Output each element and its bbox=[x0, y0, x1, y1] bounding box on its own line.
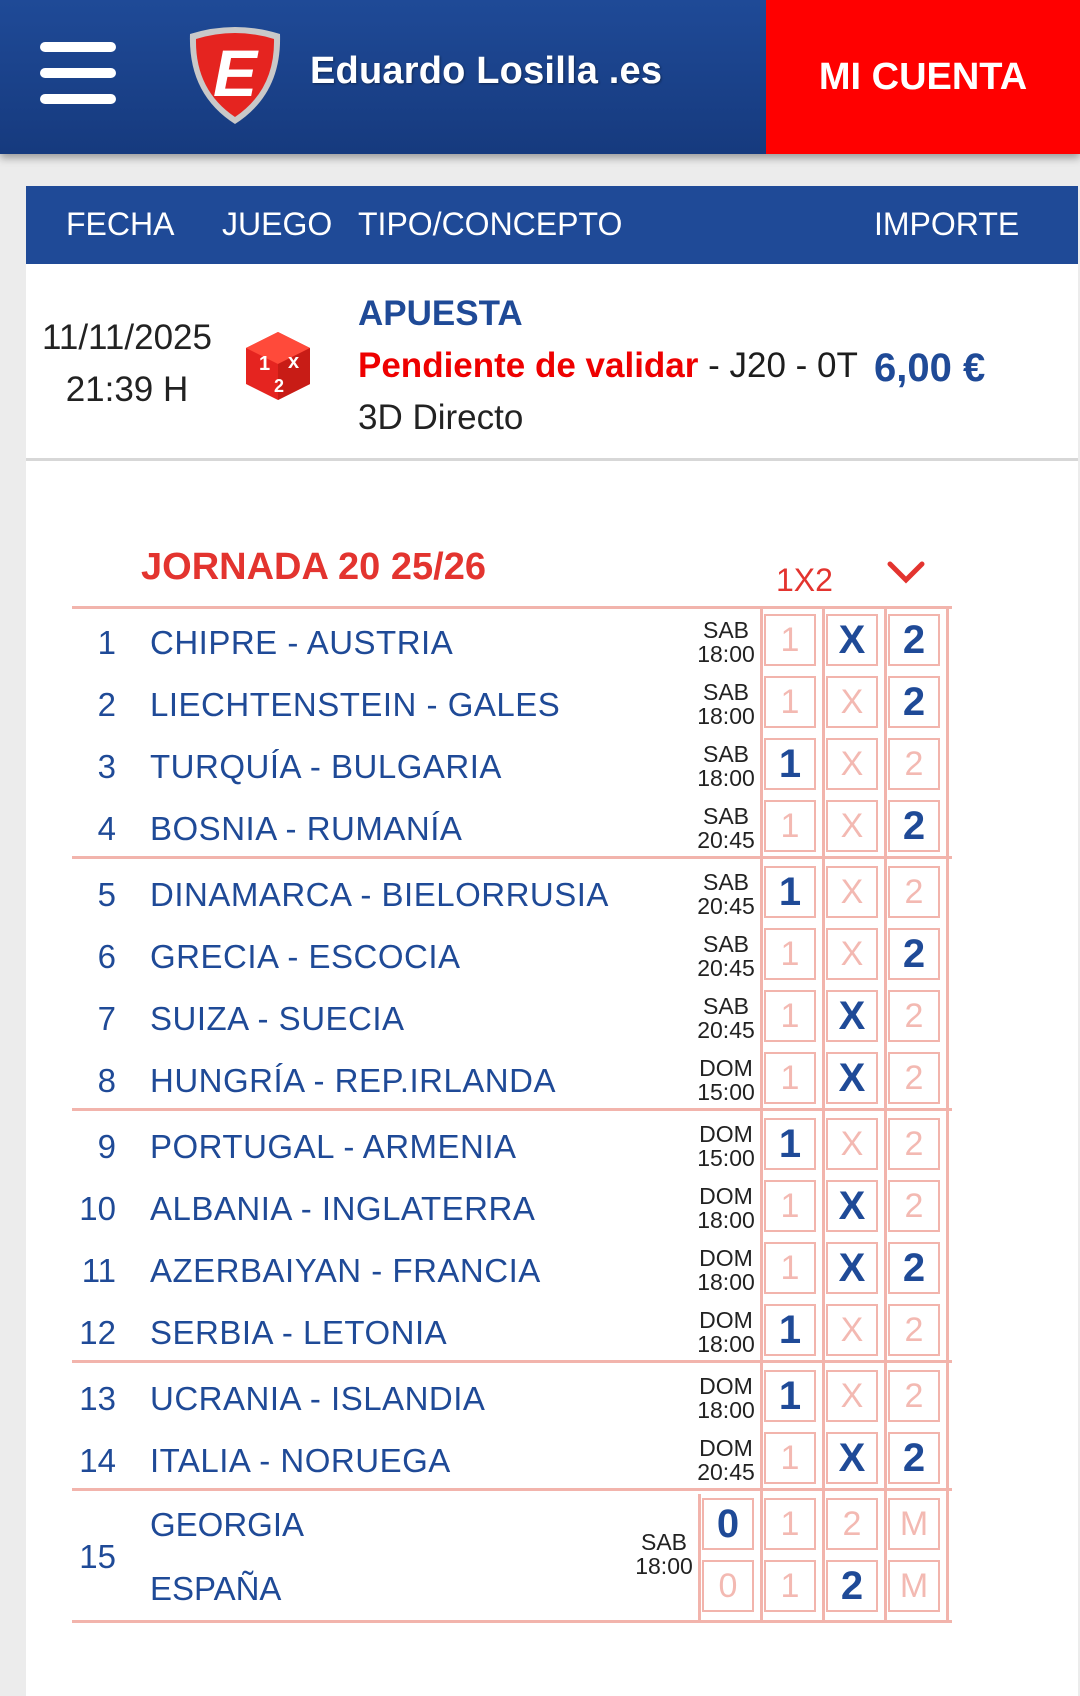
bet-type: APUESTA bbox=[358, 294, 523, 333]
sign-cell-2[interactable]: 2 bbox=[888, 928, 940, 980]
sign-cell-2[interactable]: 2 bbox=[888, 866, 940, 918]
match-teams: ITALIA - NORUEGA bbox=[150, 1442, 451, 1479]
sign-cell-1[interactable]: 1 bbox=[764, 738, 816, 790]
sign-cell-1[interactable]: 1 bbox=[764, 990, 816, 1042]
match-number: 10 bbox=[79, 1190, 116, 1227]
match-teams: GRECIA - ESCOCIA bbox=[150, 938, 461, 975]
pleno-cell-0[interactable]: 0 bbox=[702, 1560, 754, 1612]
sign-cell-X[interactable]: X bbox=[826, 1432, 878, 1484]
match-number: 15 bbox=[79, 1538, 116, 1575]
bet-amount: 6,00 € bbox=[874, 346, 986, 390]
sign-cell-X[interactable]: X bbox=[826, 1370, 878, 1422]
match-number: 3 bbox=[97, 748, 116, 785]
menu-icon[interactable] bbox=[40, 42, 116, 104]
match-time: 20:45 bbox=[697, 955, 755, 981]
match-teams: DINAMARCA - BIELORRUSIA bbox=[150, 876, 609, 913]
pleno-cell-0[interactable]: 0 bbox=[702, 1498, 754, 1550]
col-juego: JUEGO bbox=[222, 206, 333, 242]
grid-divider bbox=[72, 1620, 952, 1623]
sign-cell-1[interactable]: 1 bbox=[764, 1304, 816, 1356]
grid-column-line bbox=[822, 606, 825, 1622]
sign-cell-2[interactable]: 2 bbox=[888, 800, 940, 852]
match-row bbox=[72, 1048, 952, 1108]
pleno-cell-2[interactable]: 2 bbox=[826, 1560, 878, 1612]
match-day: DOM bbox=[699, 1055, 753, 1081]
sign-cell-1[interactable]: 1 bbox=[764, 1118, 816, 1170]
grid-divider bbox=[72, 1488, 952, 1491]
sign-cell-1[interactable]: 1 bbox=[764, 928, 816, 980]
match-teams: CHIPRE - AUSTRIA bbox=[150, 624, 454, 661]
sign-cell-X[interactable]: X bbox=[826, 800, 878, 852]
match-number: 5 bbox=[97, 876, 116, 913]
sign-cell-2[interactable]: 2 bbox=[888, 1242, 940, 1294]
sign-cell-X[interactable]: X bbox=[826, 1180, 878, 1232]
match-time: 20:45 bbox=[697, 827, 755, 853]
match-row bbox=[72, 1366, 952, 1426]
match-teams: HUNGRÍA - REP.IRLANDA bbox=[150, 1062, 556, 1099]
match-time: 18:00 bbox=[697, 641, 755, 667]
svg-text:2: 2 bbox=[274, 376, 285, 396]
pleno-cell-1[interactable]: 1 bbox=[764, 1560, 816, 1612]
sign-cell-2[interactable]: 2 bbox=[888, 1052, 940, 1104]
sign-cell-2[interactable]: 2 bbox=[888, 1118, 940, 1170]
col-importe: IMPORTE bbox=[874, 206, 1020, 242]
sign-cell-2[interactable]: 2 bbox=[888, 1180, 940, 1232]
pleno-row bbox=[72, 1494, 952, 1618]
match-row bbox=[72, 986, 952, 1046]
match-number: 9 bbox=[97, 1128, 116, 1165]
sign-cell-X[interactable]: X bbox=[826, 676, 878, 728]
pleno-away-team: ESPAÑA bbox=[150, 1570, 282, 1607]
match-number: 2 bbox=[97, 686, 116, 723]
match-number: 7 bbox=[97, 1000, 116, 1037]
match-number: 13 bbox=[79, 1380, 116, 1417]
sign-cell-2[interactable]: 2 bbox=[888, 1432, 940, 1484]
bet-datetime bbox=[42, 312, 212, 416]
match-time: 20:45 bbox=[697, 893, 755, 919]
bet-jornada-info: - J20 - 0T bbox=[698, 346, 858, 385]
sign-cell-2[interactable]: 2 bbox=[888, 614, 940, 666]
match-day: DOM bbox=[699, 1373, 753, 1399]
sign-cell-1[interactable]: 1 bbox=[764, 1370, 816, 1422]
sign-cell-1[interactable]: 1 bbox=[764, 1052, 816, 1104]
match-teams: UCRANIA - ISLANDIA bbox=[150, 1380, 486, 1417]
pleno-cell-M[interactable]: M bbox=[888, 1498, 940, 1550]
match-day: SAB bbox=[702, 617, 750, 643]
bet-subtype: 3D Directo bbox=[358, 398, 524, 437]
match-number: 14 bbox=[79, 1442, 116, 1479]
col-fecha: FECHA bbox=[66, 206, 175, 242]
match-teams: TURQUÍA - BULGARIA bbox=[150, 748, 502, 785]
match-number: 11 bbox=[81, 1252, 116, 1289]
match-row bbox=[72, 610, 952, 670]
pending-status: Pendiente de validar bbox=[358, 346, 699, 385]
quiniela-dice-icon bbox=[244, 330, 312, 402]
match-teams: PORTUGAL - ARMENIA bbox=[150, 1128, 517, 1165]
match-time: 15:00 bbox=[697, 1079, 755, 1105]
match-number: 6 bbox=[97, 938, 116, 975]
match-teams: SERBIA - LETONIA bbox=[150, 1314, 448, 1351]
match-teams: BOSNIA - RUMANÍA bbox=[150, 810, 463, 847]
jornada-title: JORNADA 20 25/26 bbox=[141, 546, 486, 588]
sign-cell-X[interactable]: X bbox=[826, 990, 878, 1042]
chevron-down-icon[interactable] bbox=[886, 560, 926, 586]
pleno-cell-2[interactable]: 2 bbox=[826, 1498, 878, 1550]
match-time: 20:45 bbox=[697, 1017, 755, 1043]
bet-date: 11/11/2025 bbox=[42, 318, 212, 357]
match-day: SAB bbox=[702, 993, 750, 1019]
sign-cell-2[interactable]: 2 bbox=[888, 738, 940, 790]
match-row bbox=[72, 1176, 952, 1236]
grid-divider bbox=[72, 856, 952, 859]
grid-divider bbox=[72, 1360, 952, 1363]
sign-cell-X[interactable]: X bbox=[826, 738, 878, 790]
grid-divider bbox=[72, 1108, 952, 1111]
match-row bbox=[72, 924, 952, 984]
match-row bbox=[72, 1428, 952, 1488]
brand-name[interactable]: Eduardo Losilla .es bbox=[310, 50, 663, 92]
my-account-button[interactable]: MI CUENTA bbox=[766, 0, 1080, 154]
sign-cell-1[interactable]: 1 bbox=[764, 866, 816, 918]
match-row bbox=[72, 862, 952, 922]
sign-cell-2[interactable]: 2 bbox=[888, 1304, 940, 1356]
match-row bbox=[72, 1238, 952, 1298]
bet-row[interactable] bbox=[26, 264, 1078, 461]
sign-cell-1[interactable]: 1 bbox=[764, 800, 816, 852]
sign-cell-X[interactable]: X bbox=[826, 614, 878, 666]
match-day: SAB bbox=[640, 1529, 688, 1555]
match-time: 18:00 bbox=[697, 1397, 755, 1423]
sign-cell-X[interactable]: X bbox=[826, 1118, 878, 1170]
sign-cell-1[interactable]: 1 bbox=[764, 1432, 816, 1484]
svg-text:1: 1 bbox=[259, 353, 271, 375]
svg-text:x: x bbox=[288, 351, 300, 373]
pleno-cell-1[interactable]: 1 bbox=[764, 1498, 816, 1550]
match-teams: SUIZA - SUECIA bbox=[150, 1000, 405, 1037]
match-row bbox=[72, 796, 952, 856]
match-day: DOM bbox=[699, 1307, 753, 1333]
sign-cell-X[interactable]: X bbox=[826, 1242, 878, 1294]
match-row bbox=[72, 1300, 952, 1360]
bet-time: 21:39 H bbox=[65, 370, 189, 409]
match-day: DOM bbox=[699, 1121, 753, 1147]
match-time: 15:00 bbox=[697, 1145, 755, 1171]
sign-cell-1[interactable]: 1 bbox=[764, 1242, 816, 1294]
sign-cell-2[interactable]: 2 bbox=[888, 1370, 940, 1422]
grid-divider bbox=[72, 606, 952, 609]
match-teams: AZERBAIYAN - FRANCIA bbox=[150, 1252, 541, 1289]
match-row bbox=[72, 1114, 952, 1174]
sign-cell-X[interactable]: X bbox=[826, 928, 878, 980]
match-time: 18:00 bbox=[697, 765, 755, 791]
sign-cell-X[interactable]: X bbox=[826, 1304, 878, 1356]
table-header bbox=[26, 186, 1078, 264]
sign-cell-1[interactable]: 1 bbox=[764, 614, 816, 666]
match-time: 18:00 bbox=[697, 703, 755, 729]
match-row bbox=[72, 672, 952, 732]
sign-cell-X[interactable]: X bbox=[826, 866, 878, 918]
bet-mode-label: 1X2 bbox=[776, 562, 833, 598]
match-teams: LIECHTENSTEIN - GALES bbox=[150, 686, 561, 723]
sign-cell-2[interactable]: 2 bbox=[888, 990, 940, 1042]
match-time: 18:00 bbox=[697, 1207, 755, 1233]
match-day: SAB bbox=[702, 869, 750, 895]
match-row bbox=[72, 734, 952, 794]
pleno-home-team: GEORGIA bbox=[150, 1506, 305, 1543]
match-time: 18:00 bbox=[635, 1553, 693, 1579]
match-time: 18:00 bbox=[697, 1331, 755, 1357]
bet-status bbox=[358, 346, 858, 386]
match-day: DOM bbox=[699, 1245, 753, 1271]
pleno-cell-M[interactable]: M bbox=[888, 1560, 940, 1612]
quiniela-grid bbox=[72, 606, 952, 1616]
grid-column-line bbox=[760, 606, 763, 1622]
match-time: 20:45 bbox=[697, 1459, 755, 1485]
match-number: 1 bbox=[97, 624, 116, 661]
match-time: 18:00 bbox=[697, 1269, 755, 1295]
match-number: 4 bbox=[97, 810, 116, 847]
match-day: DOM bbox=[699, 1183, 753, 1209]
match-day: SAB bbox=[702, 931, 750, 957]
match-teams: ALBANIA - INGLATERRA bbox=[150, 1190, 536, 1227]
match-day: SAB bbox=[702, 679, 750, 705]
sign-cell-2[interactable]: 2 bbox=[888, 676, 940, 728]
sign-cell-1[interactable]: 1 bbox=[764, 676, 816, 728]
grid-column-line bbox=[884, 606, 887, 1622]
grid-column-line bbox=[698, 1494, 701, 1620]
match-day: DOM bbox=[699, 1435, 753, 1461]
match-number: 12 bbox=[79, 1314, 116, 1351]
grid-column-line bbox=[946, 606, 949, 1622]
logo-letter: E bbox=[212, 36, 258, 110]
match-day: SAB bbox=[702, 741, 750, 767]
brand-logo-icon[interactable] bbox=[182, 24, 288, 128]
top-bar bbox=[0, 0, 1080, 154]
match-day: SAB bbox=[702, 803, 750, 829]
col-tipo: TIPO/CONCEPTO bbox=[358, 206, 623, 242]
sign-cell-X[interactable]: X bbox=[826, 1052, 878, 1104]
match-number: 8 bbox=[97, 1062, 116, 1099]
sign-cell-1[interactable]: 1 bbox=[764, 1180, 816, 1232]
